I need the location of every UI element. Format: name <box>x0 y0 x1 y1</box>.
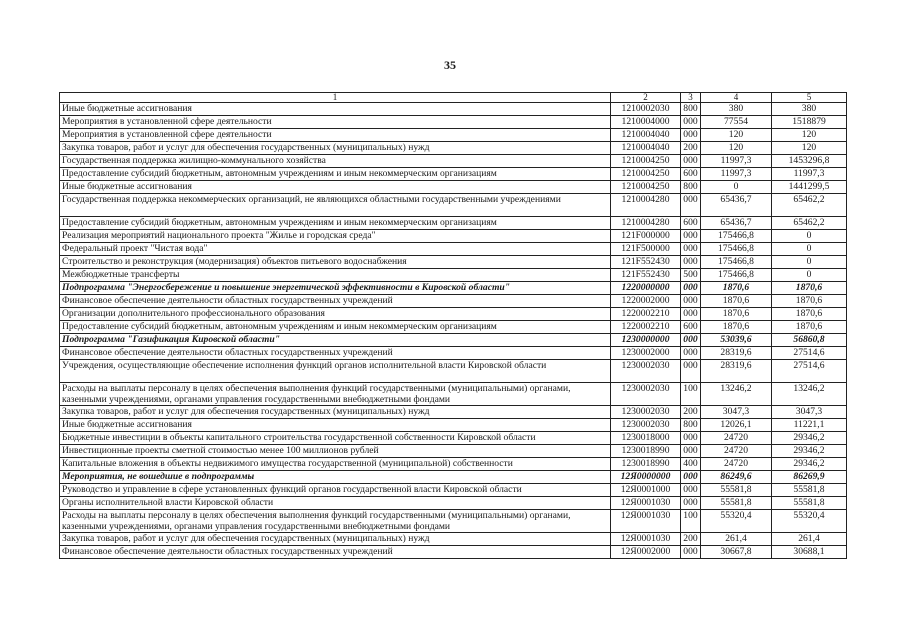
row-code-cell: 12Я0001000 <box>611 484 681 497</box>
row-type-cell: 000 <box>681 497 701 510</box>
table-row <box>60 269 847 282</box>
row-code-cell: 1210004250 <box>611 181 681 194</box>
row-value-col4-cell: 1870,6 <box>701 321 772 334</box>
row-value-col5-cell: 55320,4 <box>772 510 847 533</box>
row-value-col5-cell: 29346,2 <box>772 432 847 445</box>
row-type-cell: 000 <box>681 471 701 484</box>
table-row <box>60 458 847 471</box>
table-row <box>60 181 847 194</box>
row-code-cell: 1210004040 <box>611 129 681 142</box>
table-row <box>60 308 847 321</box>
row-value-col4-cell: 28319,6 <box>701 347 772 360</box>
row-type-cell: 000 <box>681 484 701 497</box>
row-code-cell: 1220002000 <box>611 295 681 308</box>
row-type-cell: 400 <box>681 458 701 471</box>
row-value-col4-cell: 65436,7 <box>701 217 772 230</box>
table-row <box>60 243 847 256</box>
table-row <box>60 484 847 497</box>
row-value-col4-cell: 175466,8 <box>701 243 772 256</box>
row-value-col4-cell: 77554 <box>701 116 772 129</box>
row-name-cell: Инвестиционные проекты сметной стоимостью менее 100 миллионов рублей <box>60 445 611 458</box>
row-type-cell: 200 <box>681 406 701 419</box>
row-type-cell: 800 <box>681 181 701 194</box>
row-name-cell: Предоставление субсидий бюджетным, автономным учреждениям и иным некоммерческим организациям <box>60 217 611 230</box>
row-value-col5-cell: 65462,2 <box>772 217 847 230</box>
row-value-col4-cell: 53039,6 <box>701 334 772 347</box>
row-code-cell: 1210004250 <box>611 168 681 181</box>
row-name-cell: Мероприятия, не вошедшие в подпрограммы <box>60 471 611 484</box>
row-type-cell: 100 <box>681 383 701 406</box>
table-row <box>60 546 847 559</box>
row-type-cell: 000 <box>681 230 701 243</box>
row-value-col5-cell: 0 <box>772 269 847 282</box>
row-code-cell: 1220002210 <box>611 321 681 334</box>
row-value-col4-cell: 175466,8 <box>701 256 772 269</box>
row-value-col5-cell: 27514,6 <box>772 360 847 383</box>
row-name-cell: Иные бюджетные ассигнования <box>60 181 611 194</box>
table-row <box>60 383 847 406</box>
row-type-cell: 000 <box>681 116 701 129</box>
row-code-cell: 1210004250 <box>611 155 681 168</box>
row-type-cell: 000 <box>681 347 701 360</box>
row-value-col4-cell: 175466,8 <box>701 269 772 282</box>
row-value-col5-cell: 1870,6 <box>772 282 847 295</box>
row-value-col5-cell: 27514,6 <box>772 347 847 360</box>
row-name-cell: Финансовое обеспечение деятельности областных государственных учреждений <box>60 295 611 308</box>
row-value-col5-cell: 0 <box>772 243 847 256</box>
row-value-col5-cell: 1870,6 <box>772 308 847 321</box>
row-name-cell: Строительство и реконструкция (модернизация) объектов питьевого водоснабжения <box>60 256 611 269</box>
row-name-cell: Расходы на выплаты персоналу в целях обеспечения выполнения функций государственными (муниципальными) органами, казенными учреждениями, органами управления государственными внебюджетными фондами <box>60 510 611 533</box>
table-row <box>60 471 847 484</box>
row-type-cell: 000 <box>681 155 701 168</box>
row-name-cell: Руководство и управление в сфере установленных функций органов государственной власти Кировской области <box>60 484 611 497</box>
row-type-cell: 800 <box>681 419 701 432</box>
row-name-cell: Закупка товаров, работ и услуг для обеспечения государственных (муниципальных) нужд <box>60 406 611 419</box>
row-value-col5-cell: 65462,2 <box>772 194 847 217</box>
table-row <box>60 103 847 116</box>
table-row <box>60 168 847 181</box>
table-row <box>60 256 847 269</box>
row-name-cell: Организации дополнительного профессионального образования <box>60 308 611 321</box>
row-code-cell: 1230018990 <box>611 458 681 471</box>
row-type-cell: 000 <box>681 546 701 559</box>
row-name-cell: Органы исполнительной власти Кировской области <box>60 497 611 510</box>
row-value-col5-cell: 11997,3 <box>772 168 847 181</box>
table-row <box>60 142 847 155</box>
row-value-col5-cell: 0 <box>772 256 847 269</box>
row-value-col4-cell: 86249,6 <box>701 471 772 484</box>
row-type-cell: 200 <box>681 533 701 546</box>
row-type-cell: 000 <box>681 243 701 256</box>
row-code-cell: 1230018000 <box>611 432 681 445</box>
row-value-col4-cell: 261,4 <box>701 533 772 546</box>
row-type-cell: 000 <box>681 360 701 383</box>
row-name-cell: Расходы на выплаты персоналу в целях обеспечения выполнения функций государственными (муниципальными) органами, казенными учреждениями, органами управления государственными внебюджетными фондами <box>60 383 611 406</box>
row-code-cell: 1210004000 <box>611 116 681 129</box>
row-name-cell: Капитальные вложения в объекты недвижимого имущества государственной (муниципальной) собственности <box>60 458 611 471</box>
row-type-cell: 200 <box>681 142 701 155</box>
row-value-col5-cell: 1441299,5 <box>772 181 847 194</box>
row-value-col4-cell: 0 <box>701 181 772 194</box>
row-type-cell: 800 <box>681 103 701 116</box>
budget-table-body <box>60 93 847 559</box>
row-name-cell: Закупка товаров, работ и услуг для обеспечения государственных (муниципальных) нужд <box>60 142 611 155</box>
row-type-cell: 600 <box>681 321 701 334</box>
row-code-cell: 1230018990 <box>611 445 681 458</box>
header-cell-2: 2 <box>611 93 681 103</box>
row-value-col4-cell: 55320,4 <box>701 510 772 533</box>
header-row <box>60 93 847 103</box>
row-value-col4-cell: 120 <box>701 142 772 155</box>
row-code-cell: 1230000000 <box>611 334 681 347</box>
row-value-col5-cell: 1453296,8 <box>772 155 847 168</box>
row-type-cell: 000 <box>681 445 701 458</box>
table-row <box>60 321 847 334</box>
row-value-col4-cell: 30667,8 <box>701 546 772 559</box>
row-type-cell: 000 <box>681 432 701 445</box>
table-row <box>60 360 847 383</box>
row-value-col4-cell: 55581,8 <box>701 484 772 497</box>
row-value-col5-cell: 120 <box>772 142 847 155</box>
row-code-cell: 1210002030 <box>611 103 681 116</box>
row-name-cell: Иные бюджетные ассигнования <box>60 103 611 116</box>
row-value-col4-cell: 1870,6 <box>701 295 772 308</box>
row-code-cell: 1230002030 <box>611 383 681 406</box>
row-code-cell: 1210004280 <box>611 194 681 217</box>
table-row <box>60 155 847 168</box>
row-value-col5-cell: 261,4 <box>772 533 847 546</box>
row-value-col4-cell: 24720 <box>701 458 772 471</box>
table-row <box>60 432 847 445</box>
table-row <box>60 295 847 308</box>
row-value-col5-cell: 55581,8 <box>772 484 847 497</box>
row-code-cell: 121F000000 <box>611 230 681 243</box>
row-value-col5-cell: 29346,2 <box>772 458 847 471</box>
table-row <box>60 406 847 419</box>
table-row <box>60 497 847 510</box>
row-code-cell: 121F552430 <box>611 269 681 282</box>
row-type-cell: 000 <box>681 308 701 321</box>
row-value-col5-cell: 380 <box>772 103 847 116</box>
header-cell-5: 5 <box>772 93 847 103</box>
row-value-col4-cell: 55581,8 <box>701 497 772 510</box>
row-type-cell: 000 <box>681 129 701 142</box>
row-code-cell: 12Я0001030 <box>611 510 681 533</box>
row-code-cell: 12Я0002000 <box>611 546 681 559</box>
page-number: 35 <box>444 58 456 72</box>
table-row <box>60 217 847 230</box>
header-cell-1: 1 <box>60 93 611 103</box>
row-type-cell: 000 <box>681 295 701 308</box>
row-code-cell: 12Я0001030 <box>611 533 681 546</box>
header-cell-4: 4 <box>701 93 772 103</box>
row-code-cell: 1220002210 <box>611 308 681 321</box>
row-name-cell: Государственная поддержка некоммерческих организаций, не являющихся областными государственными учреждениями <box>60 194 611 217</box>
row-type-cell: 600 <box>681 217 701 230</box>
table-row <box>60 334 847 347</box>
row-type-cell: 000 <box>681 282 701 295</box>
row-type-cell: 000 <box>681 256 701 269</box>
table-row <box>60 533 847 546</box>
row-code-cell: 1230002030 <box>611 406 681 419</box>
row-code-cell: 1220000000 <box>611 282 681 295</box>
row-code-cell: 1230002030 <box>611 419 681 432</box>
row-value-col5-cell: 11221,1 <box>772 419 847 432</box>
budget-table <box>59 92 847 559</box>
row-name-cell: Учреждения, осуществляющие обеспечение исполнения функций органов исполнительной власти Кировской области <box>60 360 611 383</box>
table-row <box>60 194 847 217</box>
row-code-cell: 12Я0000000 <box>611 471 681 484</box>
row-code-cell: 121F552430 <box>611 256 681 269</box>
row-value-col5-cell: 55581,8 <box>772 497 847 510</box>
row-name-cell: Мероприятия в установленной сфере деятельности <box>60 129 611 142</box>
row-name-cell: Межбюджетные трансферты <box>60 269 611 282</box>
row-type-cell: 100 <box>681 510 701 533</box>
table-row <box>60 445 847 458</box>
row-value-col5-cell: 0 <box>772 230 847 243</box>
table-row <box>60 510 847 533</box>
row-value-col4-cell: 24720 <box>701 432 772 445</box>
row-name-cell: Бюджетные инвестиции в объекты капитального строительства государственной собственности Кировской области <box>60 432 611 445</box>
row-value-col5-cell: 3047,3 <box>772 406 847 419</box>
row-name-cell: Мероприятия в установленной сфере деятельности <box>60 116 611 129</box>
row-name-cell: Финансовое обеспечение деятельности областных государственных учреждений <box>60 546 611 559</box>
row-name-cell: Финансовое обеспечение деятельности областных государственных учреждений <box>60 347 611 360</box>
row-name-cell: Подпрограмма "Газификация Кировской области" <box>60 334 611 347</box>
row-type-cell: 600 <box>681 168 701 181</box>
row-type-cell: 000 <box>681 194 701 217</box>
row-value-col4-cell: 380 <box>701 103 772 116</box>
row-value-col4-cell: 11997,3 <box>701 155 772 168</box>
row-value-col4-cell: 175466,8 <box>701 230 772 243</box>
row-value-col5-cell: 1870,6 <box>772 295 847 308</box>
row-code-cell: 12Я0001030 <box>611 497 681 510</box>
row-value-col4-cell: 11997,3 <box>701 168 772 181</box>
row-code-cell: 1210004040 <box>611 142 681 155</box>
row-name-cell: Предоставление субсидий бюджетным, автономным учреждениям и иным некоммерческим организациям <box>60 321 611 334</box>
row-type-cell: 000 <box>681 334 701 347</box>
table-row <box>60 347 847 360</box>
row-value-col5-cell: 13246,2 <box>772 383 847 406</box>
table-row <box>60 282 847 295</box>
row-code-cell: 1230002000 <box>611 347 681 360</box>
row-value-col5-cell: 56860,8 <box>772 334 847 347</box>
row-value-col5-cell: 1870,6 <box>772 321 847 334</box>
row-name-cell: Иные бюджетные ассигнования <box>60 419 611 432</box>
row-name-cell: Закупка товаров, работ и услуг для обеспечения государственных (муниципальных) нужд <box>60 533 611 546</box>
row-name-cell: Государственная поддержка жилищно-коммунального хозяйства <box>60 155 611 168</box>
row-value-col4-cell: 1870,6 <box>701 282 772 295</box>
table-row <box>60 419 847 432</box>
row-value-col5-cell: 86269,9 <box>772 471 847 484</box>
row-value-col4-cell: 3047,3 <box>701 406 772 419</box>
row-name-cell: Подпрограмма "Энергосбережение и повышение энергетической эффективности в Кировской области" <box>60 282 611 295</box>
row-value-col4-cell: 28319,6 <box>701 360 772 383</box>
table-row <box>60 129 847 142</box>
row-name-cell: Федеральный проект "Чистая вода" <box>60 243 611 256</box>
row-value-col5-cell: 1518879 <box>772 116 847 129</box>
row-value-col5-cell: 29346,2 <box>772 445 847 458</box>
row-code-cell: 121F500000 <box>611 243 681 256</box>
row-type-cell: 500 <box>681 269 701 282</box>
row-value-col5-cell: 30688,1 <box>772 546 847 559</box>
row-code-cell: 1230002030 <box>611 360 681 383</box>
row-name-cell: Предоставление субсидий бюджетным, автономным учреждениям и иным некоммерческим организациям <box>60 168 611 181</box>
row-value-col4-cell: 65436,7 <box>701 194 772 217</box>
row-value-col4-cell: 1870,6 <box>701 308 772 321</box>
row-value-col4-cell: 13246,2 <box>701 383 772 406</box>
row-value-col5-cell: 120 <box>772 129 847 142</box>
row-value-col4-cell: 24720 <box>701 445 772 458</box>
table-row <box>60 230 847 243</box>
header-cell-3: 3 <box>681 93 701 103</box>
table-row <box>60 116 847 129</box>
row-code-cell: 1210004280 <box>611 217 681 230</box>
row-value-col4-cell: 120 <box>701 129 772 142</box>
row-value-col4-cell: 12026,1 <box>701 419 772 432</box>
row-name-cell: Реализация мероприятий национального проекта "Жилье и городская среда" <box>60 230 611 243</box>
